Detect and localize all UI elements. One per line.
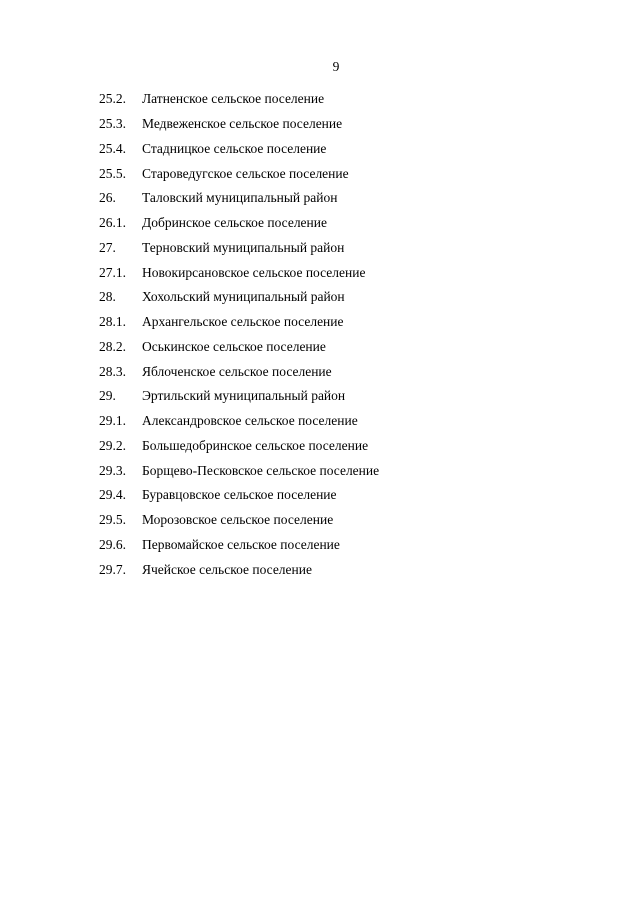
municipality-list [99,87,379,582]
item-number: 29.6. [99,536,126,552]
list-item [99,236,379,261]
item-name: Морозовское сельское поселение [142,512,334,528]
item-name: Эртильский муниципальный район [142,388,346,404]
item-name: Борщево-Песковское сельское поселение [142,462,380,478]
item-number: 25.4. [99,140,126,156]
item-number: 29.7. [99,561,126,577]
item-name: Большедобринское сельское поселение [142,437,369,453]
item-number: 29.4. [99,487,126,503]
item-number: 28.1. [99,314,126,330]
list-item [99,285,379,310]
list-item [99,211,379,236]
item-number: 29.3. [99,462,126,478]
item-name: Архангельское сельское поселение [142,314,344,330]
item-name: Хохольский муниципальный район [142,289,345,305]
item-number: 25.5. [99,165,126,181]
item-name: Буравцовское сельское поселение [142,487,337,503]
item-number: 27. [99,239,116,255]
item-number: 27.1. [99,264,126,280]
page-number: 9 [332,59,340,74]
item-name: Первомайское сельское поселение [142,536,340,552]
list-item [99,161,379,186]
list-item [99,557,379,582]
item-name: Оськинское сельское поселение [142,338,326,354]
item-number: 28. [99,289,116,305]
list-item [99,384,379,409]
item-name: Медвеженское сельское поселение [142,116,343,132]
item-number: 28.3. [99,363,126,379]
item-number: 29.2. [99,437,126,453]
list-item [99,533,379,558]
item-name: Таловский муниципальный район [142,190,338,206]
item-number: 26.1. [99,215,126,231]
item-number: 28.2. [99,338,126,354]
item-name: Ячейское сельское поселение [142,561,312,577]
item-number: 26. [99,190,116,206]
list-item [99,359,379,384]
item-number: 25.3. [99,116,126,132]
item-name: Яблоченское сельское поселение [142,363,332,379]
item-name: Терновский муниципальный район [142,239,345,255]
list-item [99,335,379,360]
item-number: 29. [99,388,116,404]
item-name: Староведугское сельское поселение [142,165,349,181]
item-number: 29.5. [99,512,126,528]
item-name: Александровское сельское поселение [142,413,358,429]
list-item [99,260,379,285]
item-number: 25.2. [99,91,126,107]
list-item [99,87,379,112]
item-name: Стадницкое сельское поселение [142,140,327,156]
item-name: Добринское сельское поселение [142,215,327,231]
list-item [99,458,379,483]
list-item [99,310,379,335]
item-name: Латненское сельское поселение [142,91,325,107]
list-item [99,186,379,211]
list-item [99,137,379,162]
list-item [99,112,379,137]
list-item [99,483,379,508]
list-item [99,434,379,459]
list-item [99,508,379,533]
list-item [99,409,379,434]
item-number: 29.1. [99,413,126,429]
item-name: Новокирсановское сельское поселение [142,264,366,280]
